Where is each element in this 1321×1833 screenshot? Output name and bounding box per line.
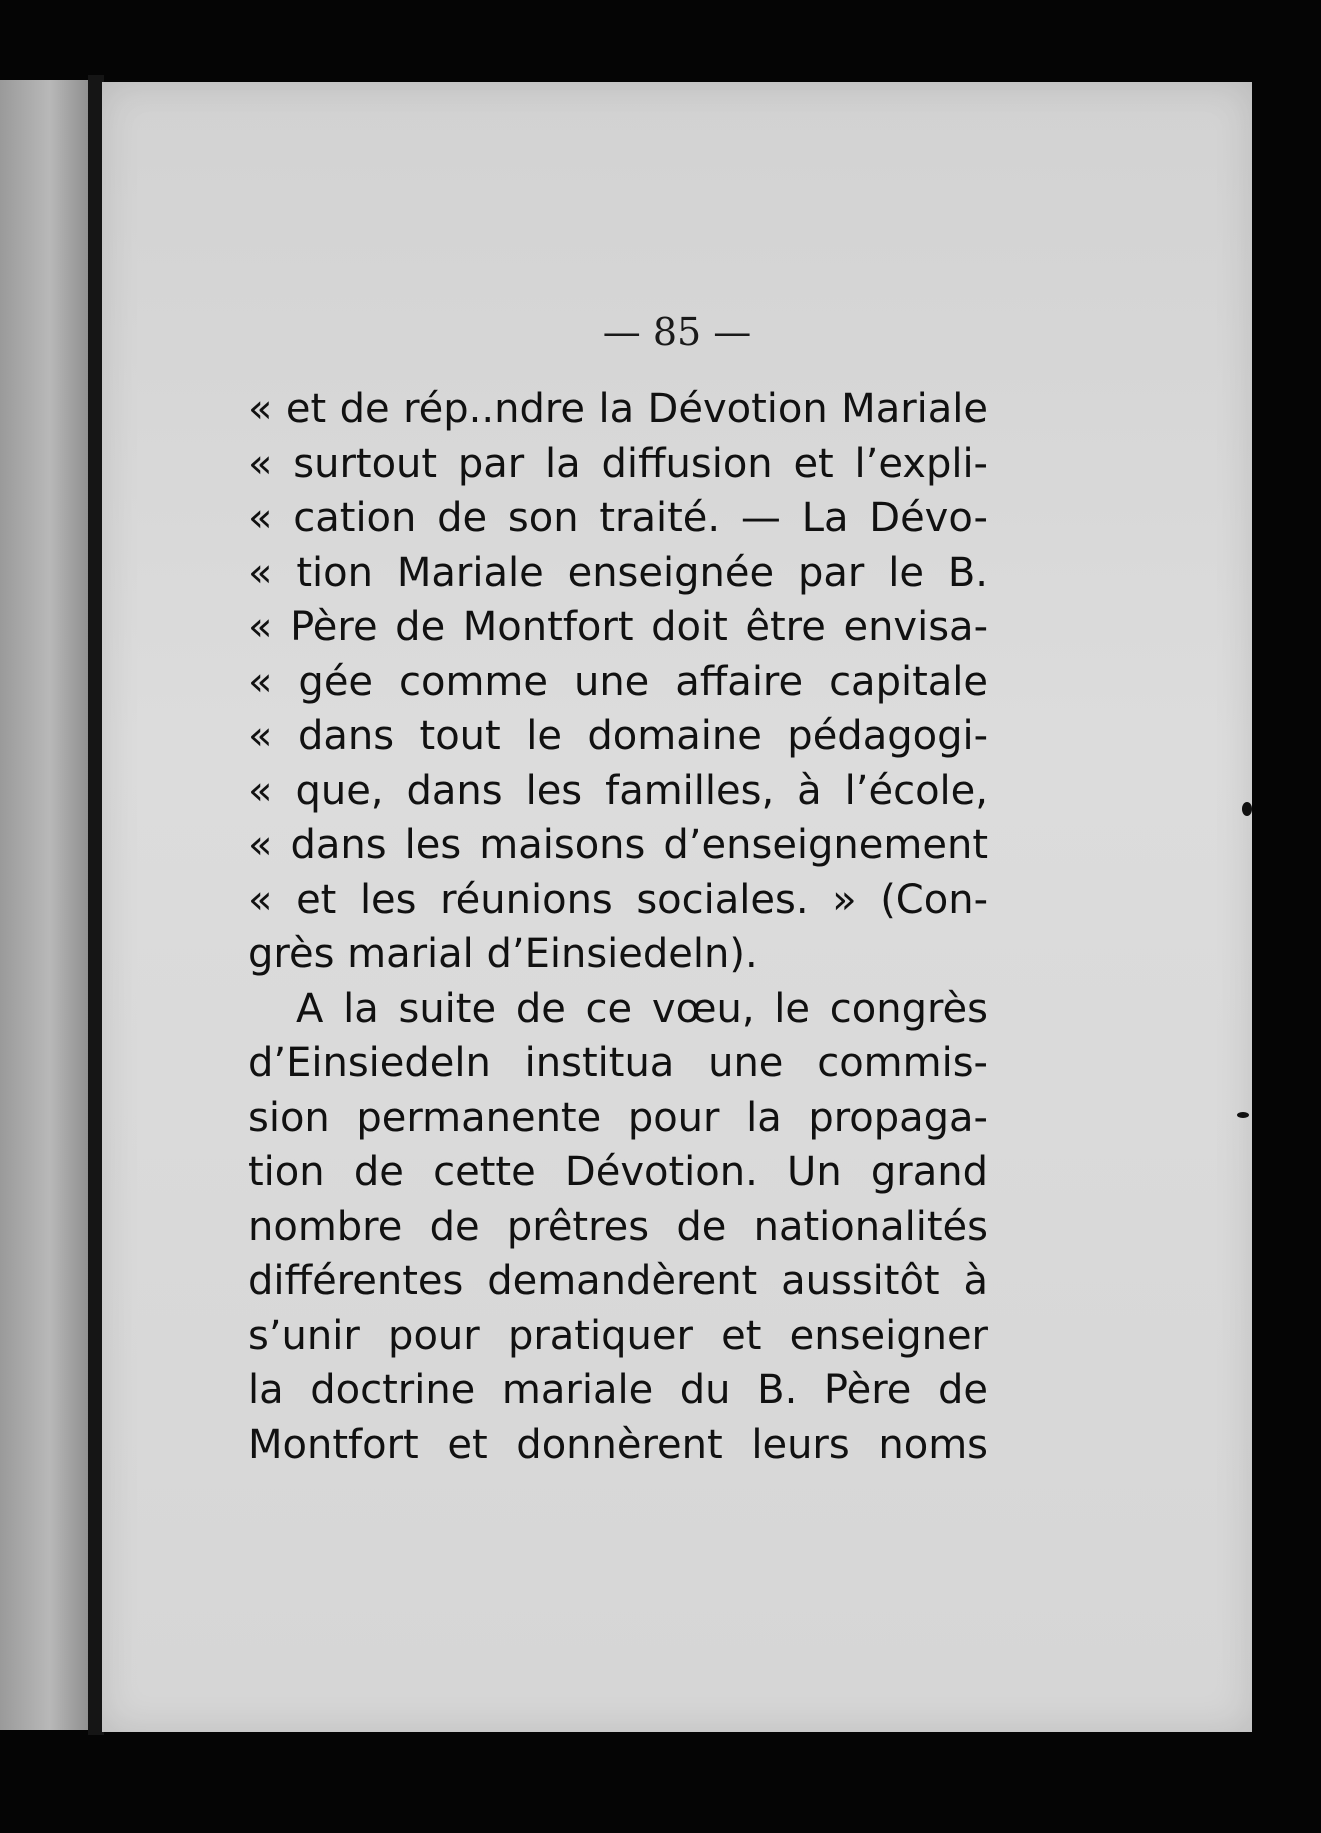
text-line: « et de rép..ndre la Dévotion Mariale	[248, 386, 988, 432]
text-line: « Père de Montfort doit être envisa-	[248, 604, 988, 650]
text-line: sion permanente pour la propaga-	[248, 1094, 988, 1141]
text-line: « que, dans les familles, à l’école,	[248, 767, 988, 814]
text-line: d’Einsiedeln institua une commis-	[248, 1040, 988, 1086]
text-line: différentes demandèrent aussitôt à	[248, 1258, 988, 1304]
text-line: Montfort et donnèrent leurs noms	[248, 1421, 988, 1468]
text-line: A la suite de ce vœu, le congrès	[296, 985, 988, 1032]
body-text	[248, 382, 988, 1472]
text-line: « et les réunions sociales. » (Con-	[248, 876, 988, 923]
scan-speck	[1237, 1112, 1249, 1118]
text-line: nombre de prêtres de nationalités	[248, 1203, 988, 1250]
page-number: — 85 —	[602, 310, 752, 354]
text-line: « dans tout le domaine pédagogi-	[248, 713, 988, 759]
book-page	[102, 82, 1252, 1732]
text-line: « tion Mariale enseignée par le B.	[248, 549, 988, 596]
text-line: tion de cette Dévotion. Un grand	[248, 1149, 988, 1195]
text-line: grès marial d’Einsiedeln).	[248, 931, 758, 977]
text-line: « surtout par la diffusion et l’expli-	[248, 440, 988, 487]
text-line: s’unir pour pratiquer et enseigner	[248, 1312, 988, 1359]
scan-speck	[1242, 802, 1252, 816]
text-line: « dans les maisons d’enseignement	[248, 822, 988, 868]
left-facing-page	[0, 80, 90, 1730]
text-line: « gée comme une affaire capitale	[248, 658, 988, 705]
text-line: la doctrine mariale du B. Père de	[248, 1367, 988, 1413]
text-line: « cation de son traité. — La Dévo-	[248, 495, 988, 541]
